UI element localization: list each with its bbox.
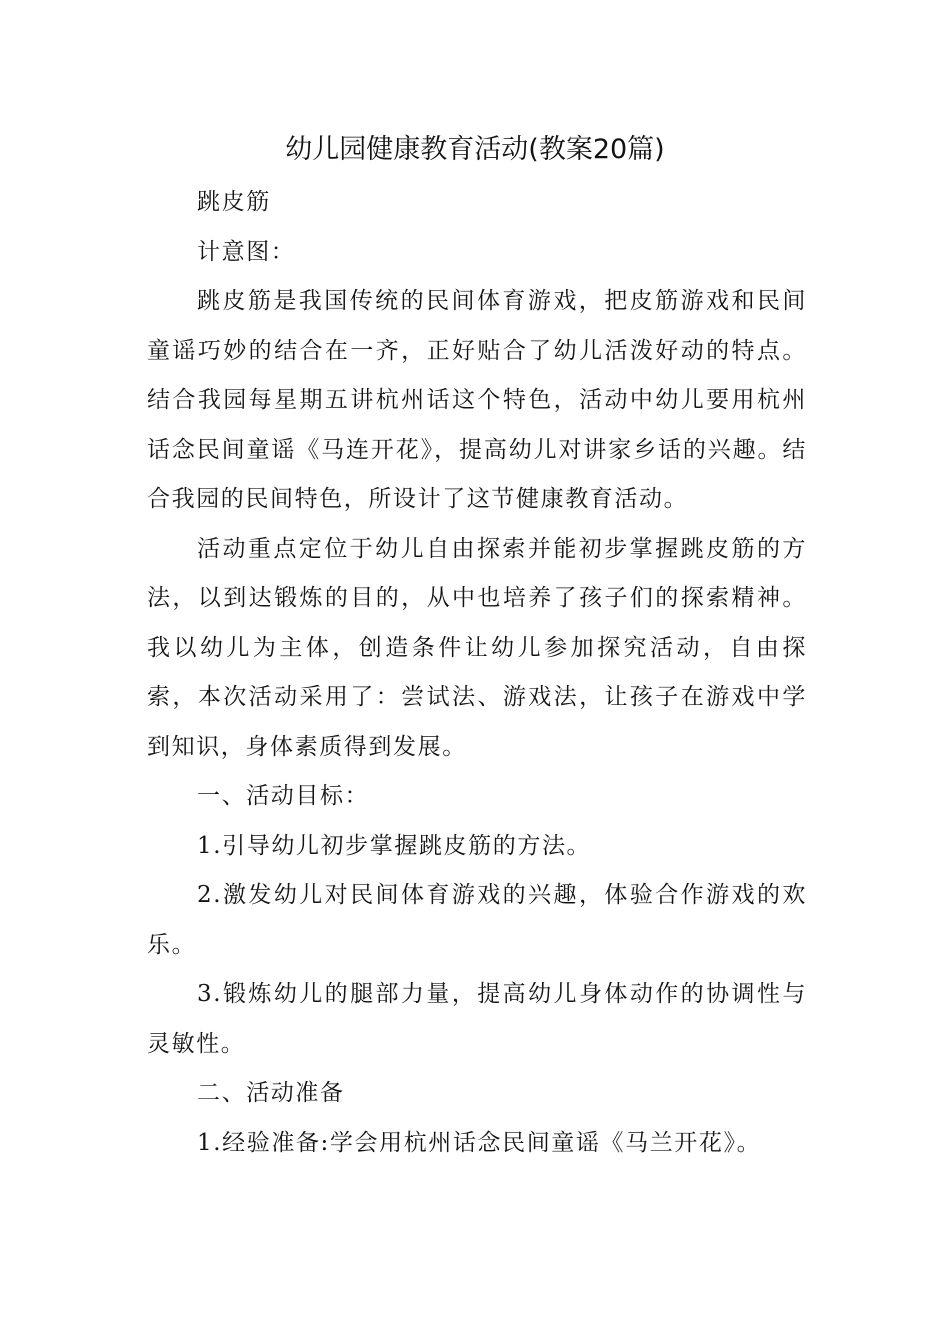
goal-item-2: 2.激发幼儿对民间体育游戏的兴趣，体验合作游戏的欢乐。 — [147, 882, 807, 958]
section-heading-tiaopijin: 跳皮筋 — [197, 189, 271, 215]
activity-goals-heading: 一、活动目标： — [197, 783, 370, 809]
activity-focus-paragraph: 活动重点定位于幼儿自由探索并能初步掌握跳皮筋的方法，以到达锻炼的目的，从中也培养了孩子们的探索精神。我以幼儿为主体，创造条件让幼儿参加探究活动，自由探索，本次活动采用了：尝试法、游戏法，让孩子在游戏中学到知识，身体素质得到发展。 — [147, 535, 807, 760]
document-title: 幼儿园健康教育活动(教案20篇) — [285, 134, 665, 165]
design-intent-heading: 计意图： — [197, 238, 296, 265]
preparation-item-1: 1.经验准备:学会用杭州话念民间童谣《马兰开花》。 — [197, 1129, 762, 1156]
goal-item-3: 3.锻炼幼儿的腿部力量，提高幼儿身体动作的协调性与灵敏性。 — [147, 981, 807, 1057]
activity-preparation-heading: 二、活动准备 — [197, 1080, 345, 1106]
design-intent-paragraph: 跳皮筋是我国传统的民间体育游戏，把皮筋游戏和民间童谣巧妙的结合在一齐，正好贴合了幼儿活泼好动的特点。结合我园每星期五讲杭州话这个特色，活动中幼儿要用杭州话念民间童谣《马连开花》，提高幼儿对讲家乡话的兴趣。结合我园的民间特色，所设计了这节健康教育活动。 — [147, 288, 807, 512]
goal-item-1: 1.引导幼儿初步掌握跳皮筋的方法。 — [197, 832, 592, 859]
document-body — [147, 178, 807, 1168]
